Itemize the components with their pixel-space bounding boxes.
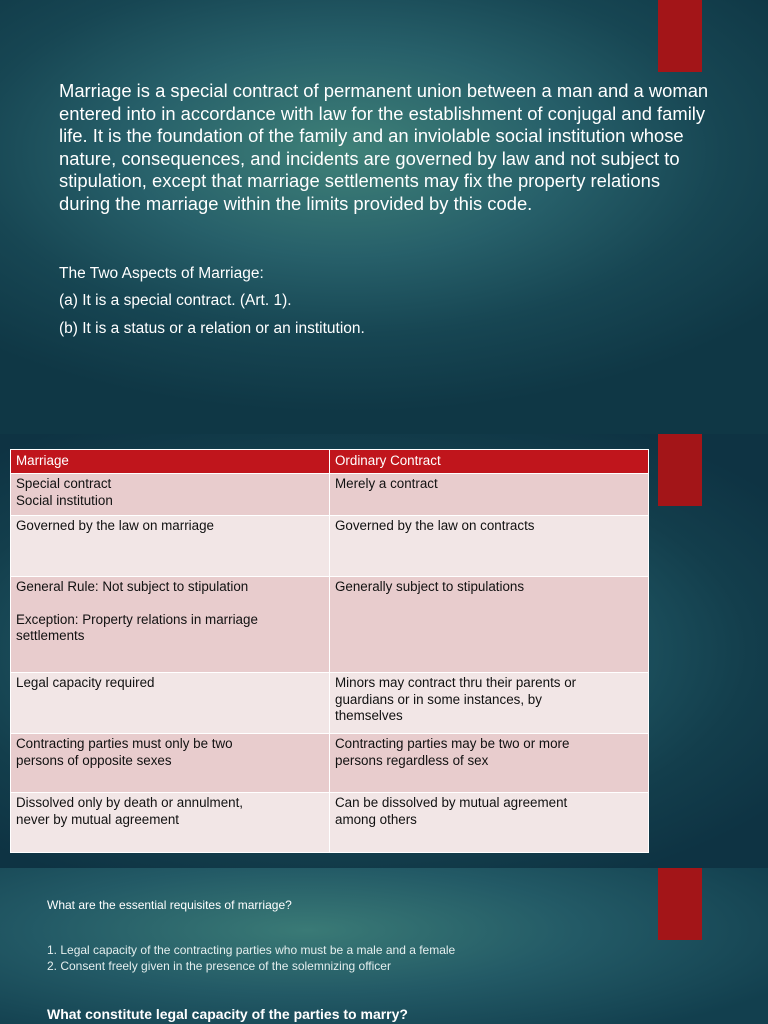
cell-contract xyxy=(330,734,649,793)
cell-contract xyxy=(330,474,649,516)
cell-text: never by mutual agreement xyxy=(16,811,180,827)
cell-contract xyxy=(330,577,649,673)
comparison-table xyxy=(10,449,649,853)
cell-marriage xyxy=(11,793,330,853)
cell-text: settlements xyxy=(16,628,85,643)
cell-marriage xyxy=(11,673,330,734)
table-row xyxy=(11,793,649,853)
cell-contract xyxy=(330,793,649,853)
cell-text: Generally subject to stipulations xyxy=(335,579,525,594)
requisites-question: What are the essential requisites of marriage? xyxy=(47,898,292,912)
cell-text: Dissolved only by death or annulment, xyxy=(16,795,244,810)
cell-text: Minors may contract thru their parents or xyxy=(335,675,577,690)
slide-essential-requisites xyxy=(0,868,768,1024)
cell-text: Contracting parties must only be two xyxy=(16,736,233,751)
cell-text: General Rule: Not subject to stipulation xyxy=(16,579,249,594)
slide-marriage-definition xyxy=(0,0,768,434)
header-ordinary-contract: Ordinary Contract xyxy=(330,450,649,474)
cell-marriage xyxy=(11,474,330,516)
red-accent-bar xyxy=(658,434,702,506)
requisite-item: 2. Consent freely given in the presence of the solemnizing officer xyxy=(47,959,391,973)
red-accent-bar xyxy=(658,868,702,940)
cell-text: Exception: Property relations in marriage xyxy=(16,611,258,627)
red-accent-bar xyxy=(658,0,702,72)
cell-contract xyxy=(330,516,649,577)
cell-text: Social institution xyxy=(16,492,113,508)
slide-comparison-table xyxy=(0,434,768,868)
table-row xyxy=(11,673,649,734)
table-row xyxy=(11,577,649,673)
cell-marriage xyxy=(11,734,330,793)
cell-text: Governed by the law on marriage xyxy=(16,518,214,533)
cell-text: Governed by the law on contracts xyxy=(335,518,535,533)
table-header-row xyxy=(11,450,649,474)
definition-paragraph: Marriage is a special contract of permanent union between a man and a woman entered into in accordance with law for the establishment of conjugal and family life. It is the foundation of the family and an inviolable social institution whose nature, consequences, and incidents are governed by law and not subject to stipulation, except that marriage settlements may fix the property relations during the marriage within the limits provided by this code. xyxy=(59,80,709,214)
cell-text: guardians or in some instances, by xyxy=(335,691,542,707)
table-row xyxy=(11,734,649,793)
cell-text: Legal capacity required xyxy=(16,675,155,690)
cell-marriage xyxy=(11,577,330,673)
aspects-heading: The Two Aspects of Marriage: xyxy=(59,265,264,282)
cell-text: Special contract xyxy=(16,476,112,491)
cell-contract xyxy=(330,673,649,734)
aspect-b: (b) It is a status or a relation or an institution. xyxy=(59,320,365,337)
requisite-item: 1. Legal capacity of the contracting parties who must be a male and a female xyxy=(47,943,456,957)
legal-capacity-question: What constitute legal capacity of the parties to marry? xyxy=(47,1006,408,1022)
cell-text: Can be dissolved by mutual agreement xyxy=(335,795,568,810)
cell-text: persons regardless of sex xyxy=(335,752,489,768)
table-row xyxy=(11,516,649,577)
cell-text: themselves xyxy=(335,708,403,723)
cell-text: Contracting parties may be two or more xyxy=(335,736,570,751)
table-row xyxy=(11,474,649,516)
cell-text: among others xyxy=(335,811,417,827)
header-marriage: Marriage xyxy=(11,450,330,474)
cell-marriage xyxy=(11,516,330,577)
cell-text: Merely a contract xyxy=(335,476,438,491)
aspect-a: (a) It is a special contract. (Art. 1). xyxy=(59,292,292,309)
cell-text: persons of opposite sexes xyxy=(16,752,172,768)
